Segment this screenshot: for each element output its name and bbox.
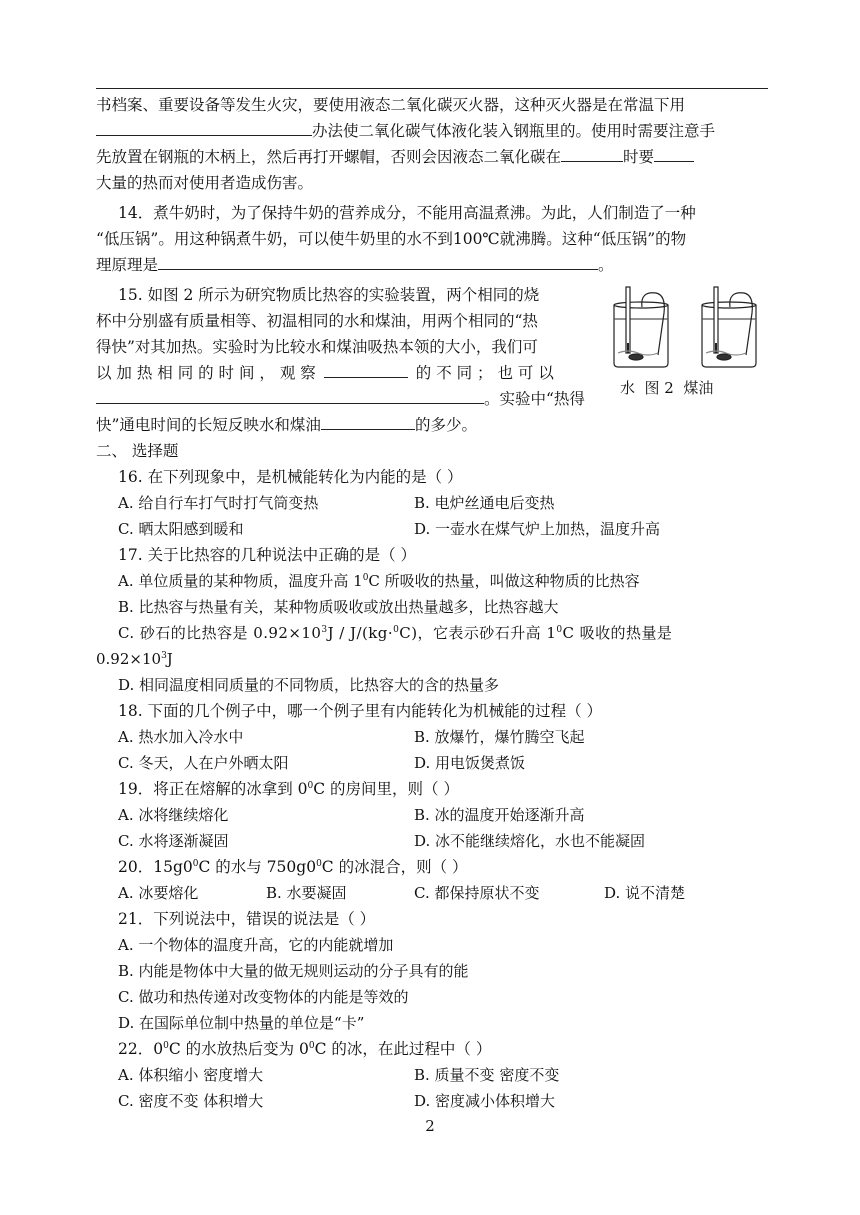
- q22-option-c: C. 密度不变 体积增大: [118, 1092, 264, 1110]
- q17-option-c-cont: $0.92\times 10^3J$: [96, 650, 173, 668]
- q18-option-b: B. 放爆竹，爆竹腾空飞起: [414, 728, 585, 746]
- q19-option-a: A. 冰将继续熔化: [118, 806, 229, 824]
- answer-blank[interactable]: [321, 415, 415, 430]
- q16-option-c: C. 晒太阳感到暖和: [118, 520, 244, 538]
- q21-option-c: C. 做功和热传递对改变物体的内能是等效的: [118, 988, 409, 1006]
- q21-stem: 21．下列说法中，错误的说法是（ ）: [118, 910, 376, 928]
- figure-2-beakers: [606, 283, 766, 397]
- q19-option-b: B. 冰的温度开始逐渐升高: [414, 806, 585, 824]
- q21-option-b: B. 内能是物体中大量的做无规则运动的分子具有的能: [118, 962, 469, 980]
- q13-line-4: 大量的热而对使用者造成伤害。: [96, 174, 314, 192]
- answer-blank[interactable]: [324, 363, 408, 378]
- q14-line-1: 14．煮牛奶时，为了保持牛奶的营养成分，不能用高温煮沸。为此，人们制造了一种: [118, 204, 696, 222]
- q18-option-a: A. 热水加入冷水中: [118, 728, 244, 746]
- answer-blank[interactable]: [158, 255, 598, 270]
- q19-stem: 19．将正在熔解的冰拿到 $0^0C$ 的房间里，则（ ）: [118, 780, 459, 798]
- q20-stem: 20．$15g0^0C$ 的水与 $750g0^0C$ 的冰混合，则（ ）: [118, 858, 468, 876]
- answer-blank[interactable]: [96, 121, 312, 136]
- q19-option-c: C. 水将逐渐凝固: [118, 832, 229, 850]
- answer-blank[interactable]: [654, 147, 694, 162]
- q16-stem: 16. 在下列现象中，是机械能转化为内能的是（ ）: [118, 468, 463, 486]
- q15-line-5: 。实验中“热得: [96, 389, 585, 409]
- q22-stem: 22．$0^0C$ 的水放热后变为 $0^0C$ 的冰，在此过程中（ ）: [118, 1040, 492, 1058]
- q18-stem: 18. 下面的几个例子中，哪一个例子里有内能转化为机械能的过程（ ）: [118, 702, 603, 720]
- q13-line-3: 先放置在钢瓶的木柄上，然后再打开螺帽，否则会因液态二氧化碳在 时要: [96, 147, 694, 167]
- q17-stem: 17. 关于比热容的几种说法中正确的是（ ）: [118, 546, 417, 564]
- q19-option-d: D. 冰不能继续熔化，水也不能凝固: [414, 832, 646, 850]
- q22-option-d: D. 密度减小体积增大: [414, 1092, 556, 1110]
- q20-option-c: C. 都保持原状不变: [414, 884, 540, 902]
- q17-option-c: C. 砂石的比热容是 $0.92\times 10^3J / J/(kg\cdot^0C)$，它表示砂石升高 $1^0C$ 吸收的热量是: [118, 624, 673, 642]
- q18-option-d: D. 用电饭煲煮饭: [414, 754, 526, 772]
- q16-option-d: D. 一壶水在煤气炉上加热，温度升高: [414, 520, 661, 538]
- q20-option-b: B. 水要凝固: [266, 884, 347, 902]
- q16-option-b: B. 电炉丝通电后变热: [414, 494, 555, 512]
- q22-option-b: B. 质量不变 密度不变: [414, 1066, 560, 1084]
- q17-option-b: B. 比热容与热量有关，某种物质吸收或放出热量越多，比热容越大: [118, 598, 559, 616]
- page-number: 2: [425, 1117, 435, 1135]
- q20-option-a: A. 冰要熔化: [118, 884, 199, 902]
- q17-option-a: A. 单位质量的某种物质，温度升高 $1^0C$ 所吸收的热量，叫做这种物质的比热容: [118, 572, 640, 590]
- q21-option-d: D. 在国际单位制中热量的单位是“卡”: [118, 1014, 365, 1032]
- q13-line-2: 办法使二氧化碳气体液化装入钢瓶里的。使用时需要注意手: [96, 121, 715, 141]
- beaker-illustration: [606, 283, 766, 369]
- q15-line-6: 快”通电时间的长短反映水和煤油 的多少。: [96, 416, 477, 434]
- q22-option-a: A. 体积缩小 密度增大: [118, 1066, 264, 1084]
- q21-option-a: A. 一个物体的温度升高，它的内能就增加: [118, 936, 394, 954]
- q15-line-2: 杯中分别盛有质量相等、初温相同的水和煤油，用两个相同的“热: [96, 312, 538, 330]
- q15-line-1: 15. 如图 2 所示为研究物质比热容的实验装置，两个相同的烧: [118, 286, 540, 304]
- answer-blank[interactable]: [96, 389, 484, 404]
- header-rule: [96, 88, 768, 89]
- section-title: 二、 选择题: [96, 442, 179, 460]
- q15-line-3: 得快”对其加热。实验时为比较水和煤油吸热本领的大小，我们可: [96, 338, 538, 356]
- q18-option-c: C. 冬天，人在户外晒太阳: [118, 754, 289, 772]
- q13-line-1: 书档案、重要设备等发生火灾，要使用液态二氧化碳灭火器，这种灭火器是在常温下用: [96, 96, 686, 114]
- answer-blank[interactable]: [561, 147, 623, 162]
- q14-line-3: 理原理是 。: [96, 256, 614, 274]
- q20-option-d: D. 说不清楚: [604, 884, 686, 902]
- q14-line-2: “低压锅”。用这种锅煮牛奶，可以使牛奶里的水不到100℃就沸腾。这种“低压锅”的物: [96, 230, 687, 248]
- figure-caption: 水 图 2 煤油: [620, 379, 714, 397]
- q16-option-a: A. 给自行车打气时打气筒变热: [118, 494, 319, 512]
- q15-line-4: 以 加 热 相 同 的 时 间 ， 观 察 的 不 同 ； 也 可 以: [96, 364, 554, 382]
- q17-option-d: D. 相同温度相同质量的不同物质，比热容大的含的热量多: [118, 676, 500, 694]
